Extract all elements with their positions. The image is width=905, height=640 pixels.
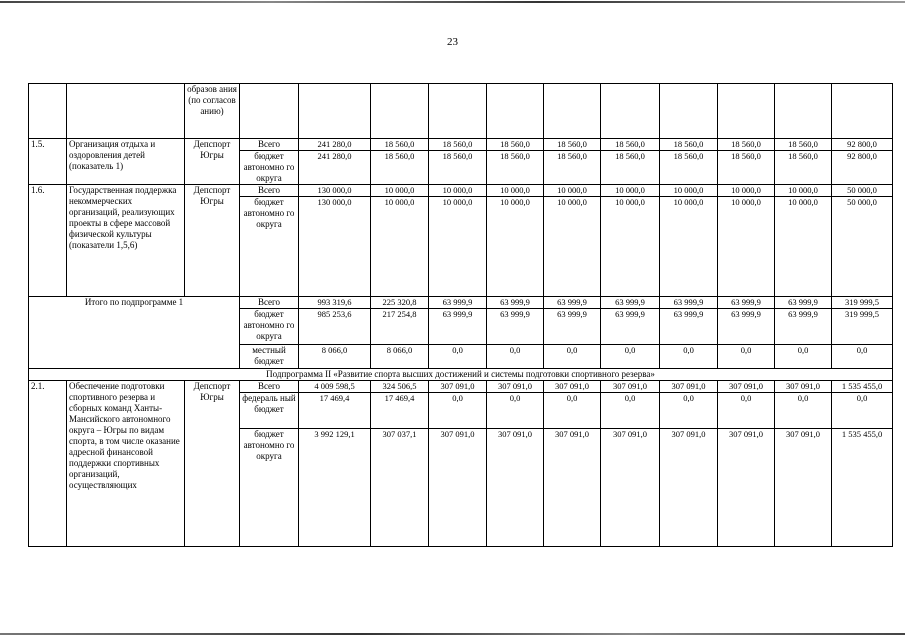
value-cell: 10 000,0 — [660, 185, 718, 197]
value-cell: 18 560,0 — [371, 151, 429, 185]
funding-source-cell: бюджет автономно го округа — [240, 151, 299, 185]
value-cell: 63 999,9 — [775, 309, 832, 345]
funding-source-cell: бюджет автономно го округа — [240, 429, 299, 547]
value-cell: 10 000,0 — [487, 185, 544, 197]
value-cell: 18 560,0 — [660, 151, 718, 185]
value-cell: 10 000,0 — [718, 185, 775, 197]
subprogram-title: Подпрограмма II «Развитие спорта высших достижений и системы подготовки спортивного резерва» — [29, 369, 893, 381]
value-cell: 307 091,0 — [487, 381, 544, 393]
value-cell: 3 992 129,1 — [299, 429, 371, 547]
value-cell — [371, 84, 429, 139]
value-cell: 50 000,0 — [832, 185, 893, 197]
total-label-cell: Итого по подпрограмме 1 — [29, 297, 240, 369]
value-cell: 10 000,0 — [775, 197, 832, 297]
funding-source-cell: Всего — [240, 297, 299, 309]
value-cell: 10 000,0 — [429, 185, 487, 197]
value-cell: 993 319,6 — [299, 297, 371, 309]
value-cell: 18 560,0 — [775, 151, 832, 185]
value-cell: 217 254,8 — [371, 309, 429, 345]
value-cell: 10 000,0 — [775, 185, 832, 197]
value-cell — [544, 84, 601, 139]
value-cell: 18 560,0 — [775, 139, 832, 151]
scan-edge-bottom — [0, 633, 905, 635]
value-cell: 18 560,0 — [487, 139, 544, 151]
funding-source-cell: бюджет автономно го округа — [240, 309, 299, 345]
value-cell: 985 253,6 — [299, 309, 371, 345]
value-cell: 130 000,0 — [299, 185, 371, 197]
value-cell: 8 066,0 — [371, 345, 429, 369]
measure-name-cell: Государственная поддержка некоммерческих организаций, реализующих проекты в сфере массовой физической культуры (показатели 1,5,6) — [67, 185, 185, 297]
value-cell: 10 000,0 — [660, 197, 718, 297]
value-cell: 307 091,0 — [429, 381, 487, 393]
value-cell: 307 091,0 — [775, 429, 832, 547]
value-cell: 10 000,0 — [371, 197, 429, 297]
value-cell: 10 000,0 — [601, 197, 660, 297]
value-cell — [601, 84, 660, 139]
value-cell: 10 000,0 — [544, 197, 601, 297]
funding-source-cell: Всего — [240, 185, 299, 197]
value-cell: 0,0 — [601, 393, 660, 429]
value-cell: 92 800,0 — [832, 151, 893, 185]
value-cell — [775, 84, 832, 139]
value-cell: 10 000,0 — [601, 185, 660, 197]
value-cell: 0,0 — [544, 393, 601, 429]
value-cell: 0,0 — [832, 393, 893, 429]
value-cell — [240, 84, 299, 139]
value-cell — [660, 84, 718, 139]
value-cell: 0,0 — [775, 393, 832, 429]
value-cell — [487, 84, 544, 139]
value-cell: 18 560,0 — [660, 139, 718, 151]
value-cell: 63 999,9 — [601, 297, 660, 309]
value-cell: 307 091,0 — [718, 429, 775, 547]
continuation-row — [29, 84, 893, 139]
row-number-cell: 1.5. — [29, 139, 67, 185]
value-cell: 63 999,9 — [718, 309, 775, 345]
value-cell — [718, 84, 775, 139]
page-number: 23 — [447, 36, 458, 48]
budget-table — [28, 83, 893, 547]
value-cell: 241 280,0 — [299, 139, 371, 151]
row-number-cell: 2.1. — [29, 381, 67, 547]
executor-cell: Депспорт Югры — [185, 185, 240, 297]
total-row — [29, 297, 893, 309]
value-cell: 0,0 — [487, 393, 544, 429]
funding-source-cell: местный бюджет — [240, 345, 299, 369]
value-cell: 92 800,0 — [832, 139, 893, 151]
value-cell: 241 280,0 — [299, 151, 371, 185]
value-cell: 63 999,9 — [487, 309, 544, 345]
value-cell: 18 560,0 — [371, 139, 429, 151]
measure-name-cell: Обеспечение подготовки спортивного резерва и сборных команд Ханты-Мансийского автономного округа – Югры по видам спорта, в том числе оказание адресной финансовой поддержки спортивных организаций, осуществляющих — [67, 381, 185, 547]
value-cell: 307 091,0 — [601, 381, 660, 393]
name-cell — [67, 84, 185, 139]
table-row — [29, 381, 893, 393]
value-cell: 0,0 — [487, 345, 544, 369]
value-cell: 17 469,4 — [371, 393, 429, 429]
value-cell: 63 999,9 — [487, 297, 544, 309]
value-cell: 0,0 — [718, 345, 775, 369]
value-cell: 1 535 455,0 — [832, 429, 893, 547]
value-cell: 10 000,0 — [371, 185, 429, 197]
value-cell — [832, 84, 893, 139]
value-cell: 319 999,5 — [832, 309, 893, 345]
value-cell: 18 560,0 — [601, 151, 660, 185]
value-cell: 18 560,0 — [429, 139, 487, 151]
value-cell: 18 560,0 — [601, 139, 660, 151]
funding-source-cell: федераль ный бюджет — [240, 393, 299, 429]
value-cell: 307 091,0 — [544, 381, 601, 393]
value-cell: 18 560,0 — [429, 151, 487, 185]
value-cell: 0,0 — [718, 393, 775, 429]
value-cell: 63 999,9 — [718, 297, 775, 309]
value-cell: 18 560,0 — [487, 151, 544, 185]
value-cell: 0,0 — [429, 345, 487, 369]
value-cell: 307 091,0 — [487, 429, 544, 547]
value-cell: 1 535 455,0 — [832, 381, 893, 393]
value-cell: 307 091,0 — [775, 381, 832, 393]
value-cell: 0,0 — [832, 345, 893, 369]
executor-cell: Депспорт Югры — [185, 139, 240, 185]
value-cell: 10 000,0 — [544, 185, 601, 197]
value-cell: 307 091,0 — [601, 429, 660, 547]
value-cell: 63 999,9 — [660, 309, 718, 345]
value-cell: 18 560,0 — [544, 139, 601, 151]
value-cell: 319 999,5 — [832, 297, 893, 309]
value-cell: 0,0 — [544, 345, 601, 369]
value-cell: 63 999,9 — [544, 309, 601, 345]
row-number-cell: 1.6. — [29, 185, 67, 297]
table-row — [29, 139, 893, 151]
funding-source-cell: бюджет автономно го округа — [240, 197, 299, 297]
value-cell: 0,0 — [660, 345, 718, 369]
value-cell: 63 999,9 — [429, 309, 487, 345]
value-cell: 307 037,1 — [371, 429, 429, 547]
value-cell: 18 560,0 — [718, 151, 775, 185]
value-cell: 63 999,9 — [429, 297, 487, 309]
scan-edge-top — [0, 1, 905, 3]
value-cell: 50 000,0 — [832, 197, 893, 297]
value-cell: 307 091,0 — [718, 381, 775, 393]
funding-source-cell: Всего — [240, 139, 299, 151]
executor-cell: Депспорт Югры — [185, 381, 240, 547]
value-cell: 0,0 — [660, 393, 718, 429]
value-cell: 63 999,9 — [775, 297, 832, 309]
value-cell: 63 999,9 — [660, 297, 718, 309]
funding-source-cell: Всего — [240, 381, 299, 393]
value-cell: 130 000,0 — [299, 197, 371, 297]
value-cell: 10 000,0 — [429, 197, 487, 297]
value-cell: 307 091,0 — [660, 381, 718, 393]
value-cell: 225 320,8 — [371, 297, 429, 309]
value-cell — [429, 84, 487, 139]
value-cell: 18 560,0 — [718, 139, 775, 151]
value-cell: 307 091,0 — [660, 429, 718, 547]
executor-cell: образов ания (по согласов анию) — [185, 84, 240, 139]
value-cell: 63 999,9 — [544, 297, 601, 309]
value-cell: 324 506,5 — [371, 381, 429, 393]
value-cell: 0,0 — [429, 393, 487, 429]
value-cell: 8 066,0 — [299, 345, 371, 369]
value-cell: 18 560,0 — [544, 151, 601, 185]
value-cell: 307 091,0 — [544, 429, 601, 547]
measure-name-cell: Организация отдыха и оздоровления детей (показатель 1) — [67, 139, 185, 185]
value-cell: 10 000,0 — [487, 197, 544, 297]
subprogram-header-row — [29, 369, 893, 381]
value-cell: 0,0 — [775, 345, 832, 369]
value-cell: 17 469,4 — [299, 393, 371, 429]
value-cell: 4 009 598,5 — [299, 381, 371, 393]
table-row — [29, 185, 893, 197]
value-cell — [299, 84, 371, 139]
value-cell: 0,0 — [601, 345, 660, 369]
row-number-cell — [29, 84, 67, 139]
value-cell: 10 000,0 — [718, 197, 775, 297]
value-cell: 307 091,0 — [429, 429, 487, 547]
value-cell: 63 999,9 — [601, 309, 660, 345]
